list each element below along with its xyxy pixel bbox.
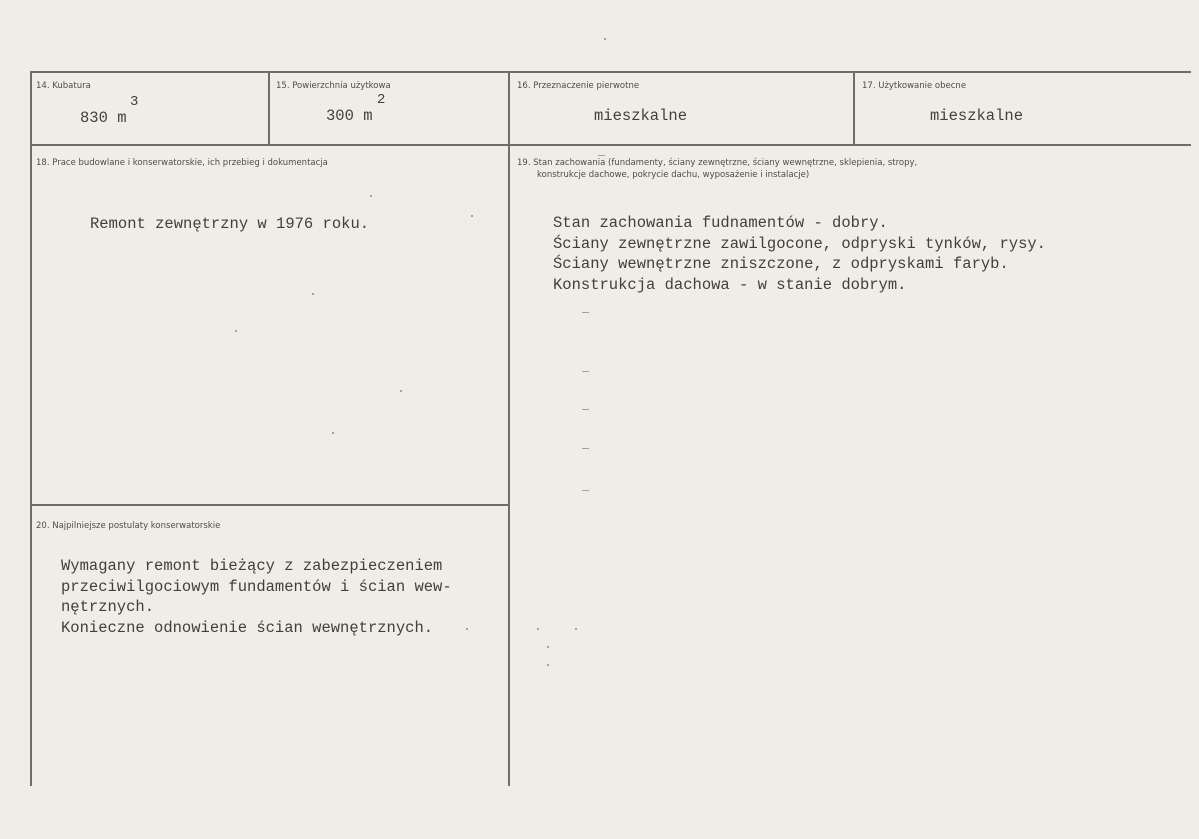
field-14-value: 830 m xyxy=(80,109,127,127)
field-20-line: nętrznych. xyxy=(61,598,155,616)
paper-speck xyxy=(547,664,549,666)
field-16-value: mieszkalne xyxy=(594,107,688,125)
ghost-dash xyxy=(598,155,605,156)
field-20-line: Wymagany remont bieżący z zabezpieczeniem xyxy=(61,557,443,575)
field-15-value: 300 m xyxy=(326,107,373,125)
divider-16-17 xyxy=(853,71,855,145)
field-19-line: Ściany wewnętrzne zniszczone, z odpryskami faryb. xyxy=(553,255,1009,273)
field-19-line: Konstrukcja dachowa - w stanie dobrym. xyxy=(553,275,907,294)
field-15-label: 15. Powierzchnia użytkowa xyxy=(276,81,391,91)
ghost-dash xyxy=(582,490,589,491)
field-16-label: 16. Przeznaczenie pierwotne xyxy=(517,81,640,91)
ghost-dash xyxy=(582,371,589,372)
top-rule xyxy=(30,71,1191,73)
paper-speck xyxy=(235,330,237,332)
paper-speck xyxy=(537,628,539,630)
field-20-text xyxy=(61,556,452,638)
paper-speck xyxy=(604,38,606,40)
paper-speck xyxy=(312,293,314,295)
ghost-dash xyxy=(582,409,589,410)
paper-speck xyxy=(400,390,402,392)
field-18-label: 18. Prace budowlane i konserwatorskie, ich przebieg i dokumentacja xyxy=(36,158,328,168)
field-20-line: przeciwilgociowym fundamentów i ścian wew- xyxy=(61,577,452,596)
field-17-value: mieszkalne xyxy=(930,107,1024,125)
field-19-label-line2: konstrukcje dachowe, pokrycie dachu, wyposażenie i instalacje) xyxy=(537,170,810,180)
field-14-exponent: 3 xyxy=(130,94,139,110)
ghost-dash xyxy=(582,448,589,449)
field-18-value: Remont zewnętrzny w 1976 roku. xyxy=(90,215,370,233)
left-rule xyxy=(30,71,32,786)
section-18-20-rule xyxy=(30,504,508,506)
field-20-label: 20. Najpilniejsze postulaty konserwatorskie xyxy=(36,521,221,531)
field-19-label-line1: 19. Stan zachowania (fundamenty, ściany zewnętrzne, ściany wewnętrzne, sklepienia, stropy, xyxy=(517,158,918,168)
row1-bottom-rule xyxy=(30,144,1191,146)
field-19-line: Ściany zewnętrzne zawilgocone, odpryski tynków, rysy. xyxy=(553,234,1046,253)
paper-speck xyxy=(466,628,468,630)
field-14-label: 14. Kubatura xyxy=(36,81,91,91)
field-19-line: Stan zachowania fudnamentów - dobry. xyxy=(553,214,888,232)
paper-speck xyxy=(547,646,549,648)
paper-speck xyxy=(575,628,577,630)
field-15-exponent: 2 xyxy=(377,92,386,108)
ghost-dash xyxy=(582,312,589,313)
field-19-text xyxy=(553,213,1046,295)
paper-speck xyxy=(332,432,334,434)
field-20-line: Konieczne odnowienie ścian wewnętrznych. xyxy=(61,618,434,637)
field-17-label: 17. Użytkowanie obecne xyxy=(862,81,967,91)
paper-speck xyxy=(370,195,372,197)
divider-14-15 xyxy=(268,71,270,145)
divider-15-16 xyxy=(508,71,510,786)
paper-speck xyxy=(471,215,473,217)
